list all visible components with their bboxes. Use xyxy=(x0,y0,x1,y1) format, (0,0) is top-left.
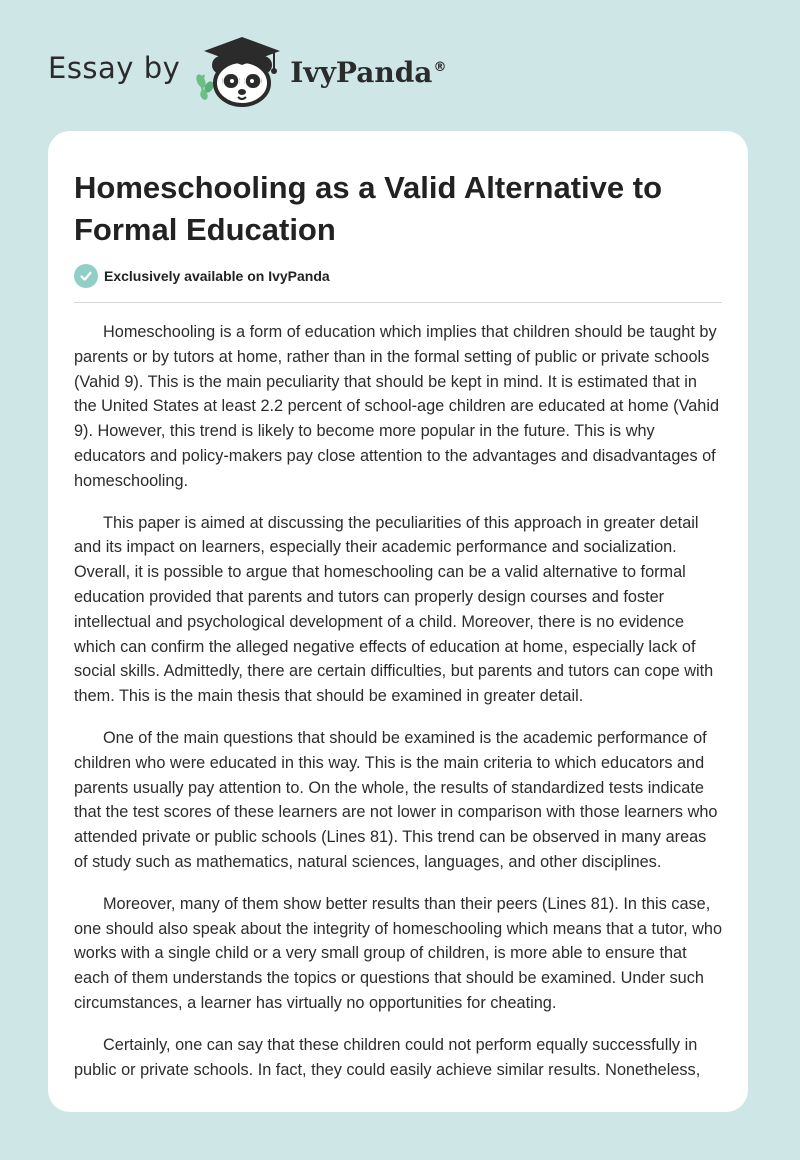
essay-title: Homeschooling as a Valid Alternative to Formal Education xyxy=(74,170,663,247)
brand-name: IvyPanda® xyxy=(290,55,447,89)
paragraph: One of the main questions that should be examined is the academic performance of children who were educated in this way. This is the main criteria to which educators and parents usually pay attention to. On the whole, the results of standardized tests indicate that the test scores of these learners are not lower in comparison with those learners who attended private or public schools (Lines 81). This trend can be observed in many areas of study such as mathematics, natural sciences, languages, and other disciplines. xyxy=(74,728,718,871)
paragraph: This paper is aimed at discussing the peculiarities of this approach in greater detail and its impact on learners, especially their academic performance and socialization. Overall, it is possible to argue that homeschooling can be a valid alternative to formal education provided that parents and tutors can properly design courses and foster intellectual and psychological development of a child. Moreover, there is no evidence which can confirm the alleged negative effects of education at home, especially lack of social skills. Admittedly, there are certain difficulties, but parents and tutors can cope with them. This is the main thesis that should be examined in greater detail. xyxy=(74,513,714,706)
paragraph: Moreover, many of them show better results than their peers (Lines 81). In this case, one should also speak about the integrity of homeschooling which means that a tutor, who works with a single child or a very small group of children, is more able to ensure that each of them understands the topics or questions that should be examined. Under such circumstances, a learner has virtually no opportunities for cheating. xyxy=(74,894,723,1012)
site-header-brand[interactable] xyxy=(48,36,446,106)
essay-card xyxy=(48,131,748,1112)
essay-body xyxy=(74,320,724,1099)
registered-mark: ® xyxy=(433,60,447,76)
divider xyxy=(74,302,722,303)
panda-graduate-logo-icon xyxy=(194,35,284,107)
paragraph: Homeschooling is a form of education which implies that children should be taught by parents or by tutors at home, rather than in the formal setting of public or private schools (Vahid 9). This is the main peculiarity that should be kept in mind. It is estimated that in the United States at least 2.2 percent of school-age children are educated at home (Vahid 9). However, this trend is likely to become more popular in the future. This is why educators and policy-makers pay close attention to the advantages and disadvantages of homeschooling. xyxy=(74,323,720,490)
essay-by-label: Essay by xyxy=(48,51,181,85)
check-circle-icon xyxy=(74,264,98,288)
paragraph: Certainly, one can say that these children could not perform equally successfully in public or private schools. In fact, they could easily achieve similar results. Nonetheless, xyxy=(74,1035,701,1079)
exclusive-badge xyxy=(74,264,330,288)
exclusive-badge-label: Exclusively available on IvyPanda xyxy=(104,268,330,284)
